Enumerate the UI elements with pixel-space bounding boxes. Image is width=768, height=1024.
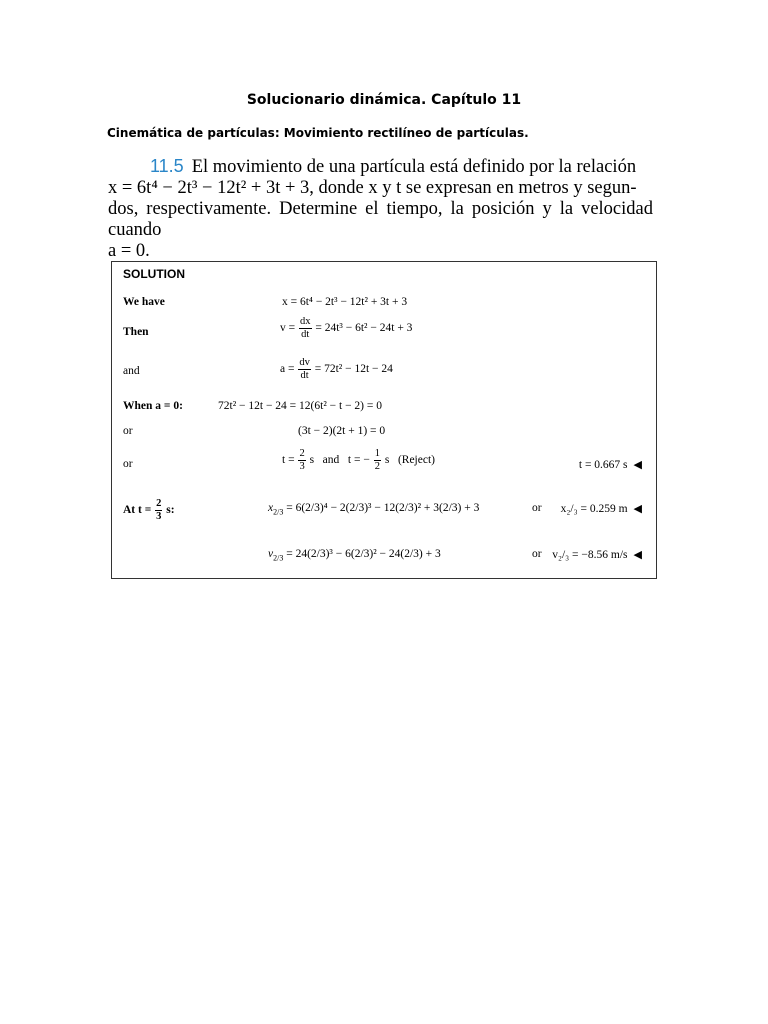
acceleration-derivative-den: dt xyxy=(300,370,309,381)
velocity-answer xyxy=(552,548,642,561)
time-answer xyxy=(579,458,642,471)
or-label-1: or xyxy=(123,425,133,437)
answer-marker-icon: ◀ xyxy=(633,549,642,561)
velocity-sub-rhs: = 24(2/3)³ − 6(2/3)² − 24(2/3) + 3 xyxy=(286,548,441,560)
roots-and: and xyxy=(322,454,340,467)
reject-note: (Reject) xyxy=(397,454,435,467)
velocity-answer-text: v₂/₃ = −8.56 m/s xyxy=(552,549,628,561)
velocity-sub-index: 2/3 xyxy=(273,553,284,563)
acceleration-derivative xyxy=(298,357,311,382)
acceleration-lhs: a = xyxy=(280,363,295,376)
position-answer-text: x₂/₃ = 0.259 m xyxy=(560,503,628,515)
problem-text-a: El movimiento de una partícula está definido por la relación xyxy=(191,157,637,177)
velocity-derivative-den: dt xyxy=(301,329,310,340)
problem-statement xyxy=(108,156,653,262)
velocity-sub-var: v xyxy=(268,548,274,560)
then-label: Then xyxy=(123,326,149,338)
root2-fraction xyxy=(374,448,381,473)
root2-den: 2 xyxy=(374,461,380,472)
or-label-2: or xyxy=(123,458,133,470)
roots-equation xyxy=(282,448,435,473)
page-title: Solucionario dinámica. Capítulo 11 xyxy=(246,92,522,108)
acceleration-derivative-num: dv xyxy=(299,357,310,368)
at-time-fraction xyxy=(155,498,162,523)
at-time-label xyxy=(123,498,175,523)
problem-line-2: x = 6t⁴ − 2t³ − 12t² + 3t + 3, donde x y t se expresan en metros y segun- xyxy=(108,178,637,198)
position-equation: x = 6t⁴ − 2t³ − 12t² + 3t + 3 xyxy=(282,296,408,308)
velocity-rhs: = 24t³ − 6t² − 24t + 3 xyxy=(315,322,413,335)
problem-line-3: dos, respectivamente. Determine el tiempo, la posición y la velocidad cuando xyxy=(108,199,653,240)
when-equation: 72t² − 12t − 24 = 12(6t² − t − 2) = 0 xyxy=(218,400,382,412)
root1-fraction xyxy=(298,448,305,473)
answer-marker-icon: ◀ xyxy=(633,503,642,515)
root1-unit: s xyxy=(309,454,315,467)
acceleration-rhs: = 72t² − 12t − 24 xyxy=(314,363,393,376)
at-time-den: 3 xyxy=(156,511,162,522)
root2-num: 1 xyxy=(374,448,380,459)
problem-line-1 xyxy=(108,156,653,178)
root1-lhs: t = xyxy=(282,454,295,467)
velocity-equation xyxy=(280,316,412,341)
solution-box xyxy=(111,261,657,579)
problem-line-4: a = 0. xyxy=(108,241,150,261)
and-label: and xyxy=(123,365,140,377)
root2-unit: s xyxy=(384,454,390,467)
at-time-num: 2 xyxy=(156,498,162,509)
position-sub-rhs: = 6(2/3)⁴ − 2(2/3)³ − 12(2/3)² + 3(2/3) + 3 xyxy=(286,502,480,514)
velocity-derivative xyxy=(299,316,312,341)
section-subtitle: Cinemática de partículas: Movimiento rectilíneo de partículas. xyxy=(107,126,529,140)
velocity-or: or xyxy=(532,548,542,560)
position-substitution xyxy=(268,502,479,516)
root1-num: 2 xyxy=(299,448,305,459)
root2-lhs: t = − xyxy=(347,454,370,467)
when-label: When a = 0: xyxy=(123,400,183,412)
at-time-pre: At t = xyxy=(123,504,152,517)
position-or: or xyxy=(532,502,542,514)
root1-den: 3 xyxy=(299,461,305,472)
solution-heading: SOLUTION xyxy=(123,267,185,281)
position-sub-index: 2/3 xyxy=(273,507,284,517)
acceleration-equation xyxy=(280,357,393,382)
velocity-derivative-num: dx xyxy=(300,316,311,327)
position-sub-var: x xyxy=(268,502,274,514)
answer-marker-icon: ◀ xyxy=(633,459,642,471)
position-answer xyxy=(561,502,642,515)
we-have-label: We have xyxy=(123,296,165,308)
velocity-lhs: v = xyxy=(280,322,296,335)
time-answer-text: t = 0.667 s xyxy=(578,459,628,471)
factored-equation: (3t − 2)(2t + 1) = 0 xyxy=(298,425,386,437)
velocity-substitution xyxy=(268,548,441,562)
problem-number: 11.5 xyxy=(150,156,184,176)
at-time-post: s: xyxy=(166,504,175,517)
